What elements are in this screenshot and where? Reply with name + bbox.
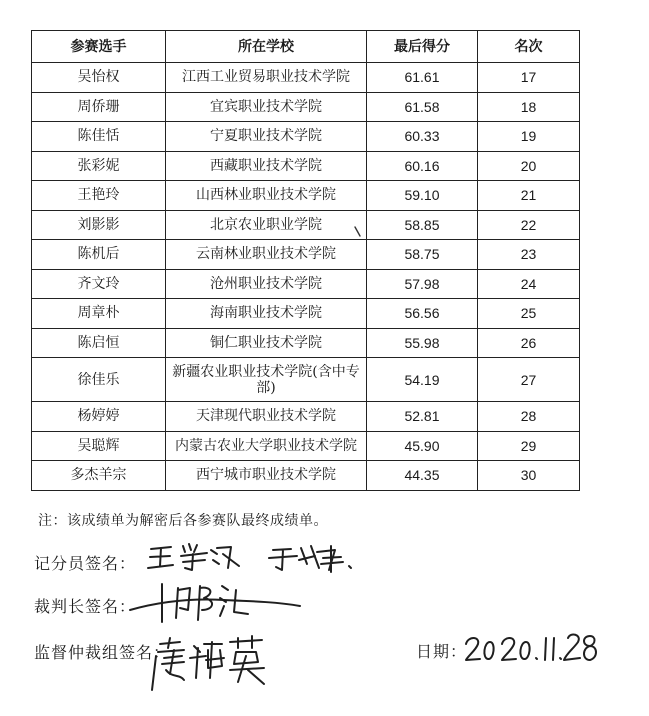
cell-rank: 21: [478, 181, 580, 211]
cell-rank: 27: [478, 358, 580, 402]
scorer-signature: [145, 540, 365, 576]
pen-mark: [354, 226, 362, 238]
cell-name: 王艳玲: [32, 181, 166, 211]
cell-name: 徐佳乐: [32, 358, 166, 402]
cell-name: 陈机后: [32, 240, 166, 270]
cell-name: 吴聪辉: [32, 431, 166, 461]
table-row: [32, 299, 580, 329]
cell-school: 江西工业贸易职业技术学院: [166, 63, 367, 93]
table-row: [32, 92, 580, 122]
cell-school: 西藏职业技术学院: [166, 151, 367, 181]
cell-name: 杨婷婷: [32, 402, 166, 432]
header-final-score: 最后得分: [367, 31, 478, 63]
results-table: [31, 30, 580, 491]
cell-rank: 28: [478, 402, 580, 432]
cell-name: 多杰羊宗: [32, 461, 166, 491]
table-row: [32, 122, 580, 152]
header-row: [32, 31, 580, 63]
cell-score: 60.33: [367, 122, 478, 152]
cell-score: 44.35: [367, 461, 478, 491]
cell-score: 45.90: [367, 431, 478, 461]
cell-school: 山西林业职业技术学院: [166, 181, 367, 211]
table-row: [32, 328, 580, 358]
cell-school: 海南职业技术学院: [166, 299, 367, 329]
cell-score: 60.16: [367, 151, 478, 181]
cell-rank: 17: [478, 63, 580, 93]
cell-rank: 20: [478, 151, 580, 181]
cell-school: 北京农业职业学院: [166, 210, 367, 240]
date-label: 日期：: [416, 642, 468, 661]
cell-name: 周章朴: [32, 299, 166, 329]
cell-school: 天津现代职业技术学院: [166, 402, 367, 432]
cell-score: 52.81: [367, 402, 478, 432]
table-row: [32, 461, 580, 491]
cell-school: 宜宾职业技术学院: [166, 92, 367, 122]
cell-rank: 22: [478, 210, 580, 240]
chief-judge-signature: [128, 580, 308, 626]
supervisor-signature: [150, 634, 270, 700]
table-row: [32, 269, 580, 299]
cell-school: 新疆农业职业技术学院(含中专部): [166, 358, 367, 402]
header-school: 所在学校: [166, 31, 367, 63]
table-row: [32, 210, 580, 240]
cell-score: 61.58: [367, 92, 478, 122]
cell-rank: 25: [478, 299, 580, 329]
cell-name: 齐文玲: [32, 269, 166, 299]
table-row: [32, 431, 580, 461]
cell-name: 张彩妮: [32, 151, 166, 181]
chief-judge-signature-label: 裁判长签名：: [34, 597, 137, 616]
table-row: [32, 402, 580, 432]
table-row: [32, 358, 580, 402]
cell-score: 56.56: [367, 299, 478, 329]
supervisor-signature-label: 监督仲裁组签名：: [34, 643, 171, 662]
cell-school: 内蒙古农业大学职业技术学院: [166, 431, 367, 461]
cell-score: 59.10: [367, 181, 478, 211]
cell-name: 陈启恒: [32, 328, 166, 358]
table-row: [32, 240, 580, 270]
cell-school: 铜仁职业技术学院: [166, 328, 367, 358]
cell-rank: 26: [478, 328, 580, 358]
cell-rank: 30: [478, 461, 580, 491]
cell-rank: 23: [478, 240, 580, 270]
cell-school: 沧州职业技术学院: [166, 269, 367, 299]
cell-name: 刘影影: [32, 210, 166, 240]
cell-rank: 24: [478, 269, 580, 299]
table-row: [32, 181, 580, 211]
cell-rank: 19: [478, 122, 580, 152]
table-row: [32, 63, 580, 93]
cell-score: 61.61: [367, 63, 478, 93]
cell-rank: 18: [478, 92, 580, 122]
cell-score: 58.85: [367, 210, 478, 240]
cell-name: 周侨珊: [32, 92, 166, 122]
cell-school: 西宁城市职业技术学院: [166, 461, 367, 491]
scorer-signature-label: 记分员签名：: [34, 554, 137, 573]
footnote: 注：该成绩单为解密后各参赛队最终成绩单。: [38, 513, 328, 529]
cell-school: 云南林业职业技术学院: [166, 240, 367, 270]
cell-score: 54.19: [367, 358, 478, 402]
cell-score: 57.98: [367, 269, 478, 299]
handwritten-date: [462, 628, 602, 666]
header-rank: 名次: [478, 31, 580, 63]
header-contestant: 参赛选手: [32, 31, 166, 63]
cell-rank: 29: [478, 431, 580, 461]
cell-name: 陈佳恬: [32, 122, 166, 152]
cell-name: 吴怡权: [32, 63, 166, 93]
table-row: [32, 151, 580, 181]
cell-school: 宁夏职业技术学院: [166, 122, 367, 152]
cell-score: 58.75: [367, 240, 478, 270]
cell-score: 55.98: [367, 328, 478, 358]
